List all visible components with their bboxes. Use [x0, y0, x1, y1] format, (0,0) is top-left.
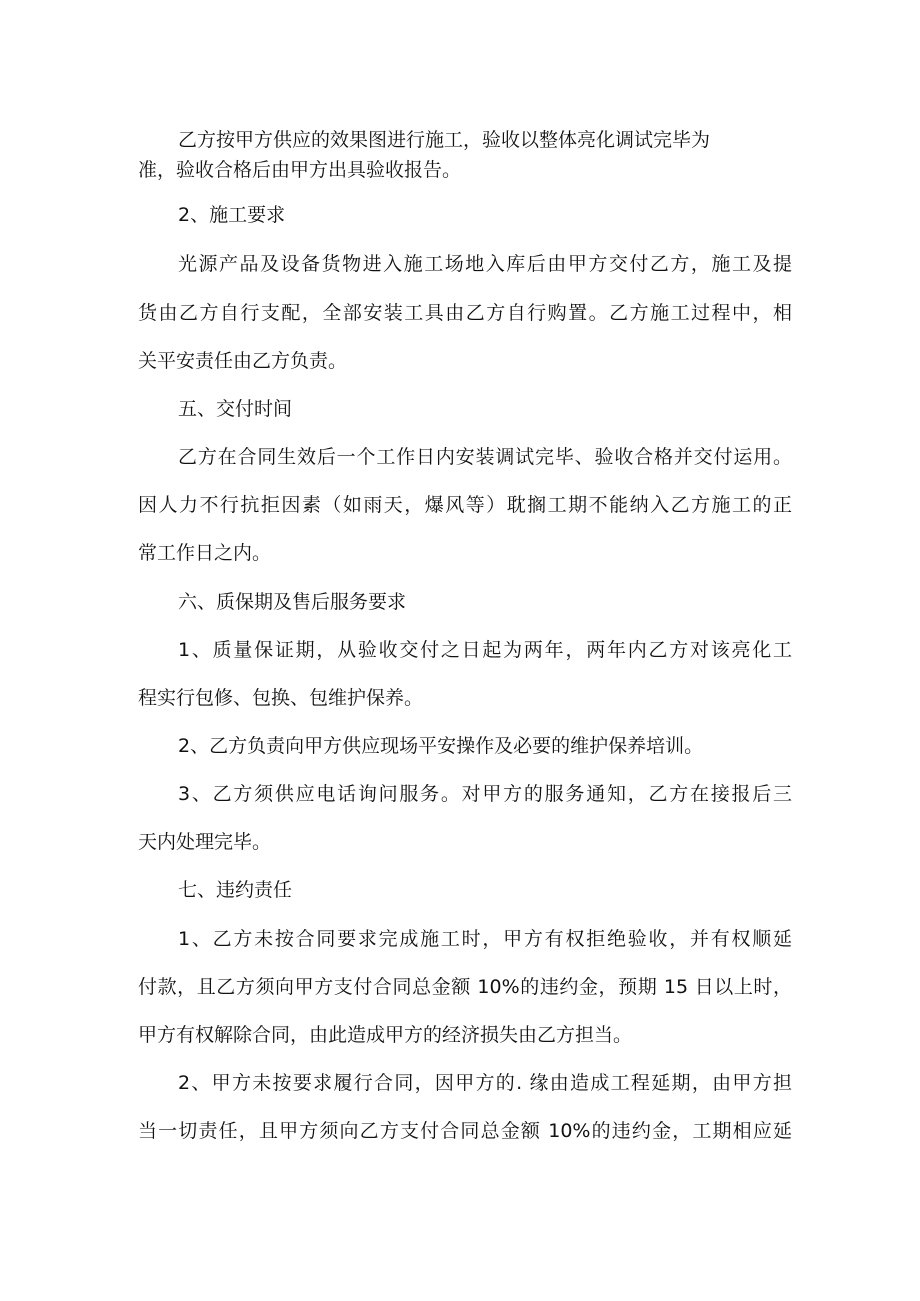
paragraph-11-line-1: 1、乙方未按合同要求完成施工时，甲方有权拒绝验收，并有权顺延: [178, 928, 792, 950]
paragraph-11-line-2: 付款，且乙方须向甲方支付合同总金额 10%的违约金，预期 15 日以上时，: [138, 976, 792, 998]
paragraph-5-line-3: 常工作日之内。: [138, 542, 272, 564]
paragraph-1-line-1: 乙方按甲方供应的效果图进行施工，验收以整体亮化调试完毕为: [178, 129, 711, 151]
section-heading-liability: 七、违约责任: [178, 879, 293, 901]
paragraph-7-line-1: 1、质量保证期，从验收交付之日起为两年，两年内乙方对该亮化工: [178, 639, 792, 661]
paragraph-3-line-1: 光源产品及设备货物进入施工场地入库后由甲方交付乙方，施工及提: [178, 253, 792, 275]
paragraph-3-line-2: 货由乙方自行支配，全部安装工具由乙方自行购置。乙方施工过程中，相: [138, 302, 792, 324]
paragraph-5-line-2: 因人力不行抗拒因素（如雨天，爆风等）耽搁工期不能纳入乙方施工的正: [138, 494, 792, 516]
paragraph-9-line-2: 天内处理完毕。: [138, 831, 272, 853]
paragraph-3-line-3: 关平安责任由乙方负责。: [138, 350, 348, 372]
section-heading-construction-requirements: 2、施工要求: [178, 204, 286, 226]
paragraph-12-line-1: 2、甲方未按要求履行合同，因甲方的. 缘由造成工程延期，由甲方担: [178, 1072, 792, 1094]
paragraph-1-line-2: 准，验收合格后由甲方出具验收报告。: [138, 159, 462, 181]
paragraph-5-line-1: 乙方在合同生效后一个工作日内安装调试完毕、验收合格并交付运用。: [178, 446, 792, 468]
paragraph-9-line-1: 3、乙方须供应电话询问服务。对甲方的服务通知，乙方在接报后三: [178, 783, 792, 805]
paragraph-7-line-2: 程实行包修、包换、包维护保养。: [138, 687, 424, 709]
paragraph-12-line-2: 当一切责任，且甲方须向乙方支付合同总金额 10%的违约金，工期相应延: [138, 1120, 792, 1142]
paragraph-11-line-3: 甲方有权解除合同，由此造成甲方的经济损失由乙方担当。: [138, 1024, 633, 1046]
paragraph-8-line-1: 2、乙方负责向甲方供应现场平安操作及必要的维护保养培训。: [178, 735, 704, 757]
section-heading-warranty: 六、质保期及售后服务要求: [178, 591, 407, 613]
section-heading-delivery-time: 五、交付时间: [178, 398, 293, 420]
